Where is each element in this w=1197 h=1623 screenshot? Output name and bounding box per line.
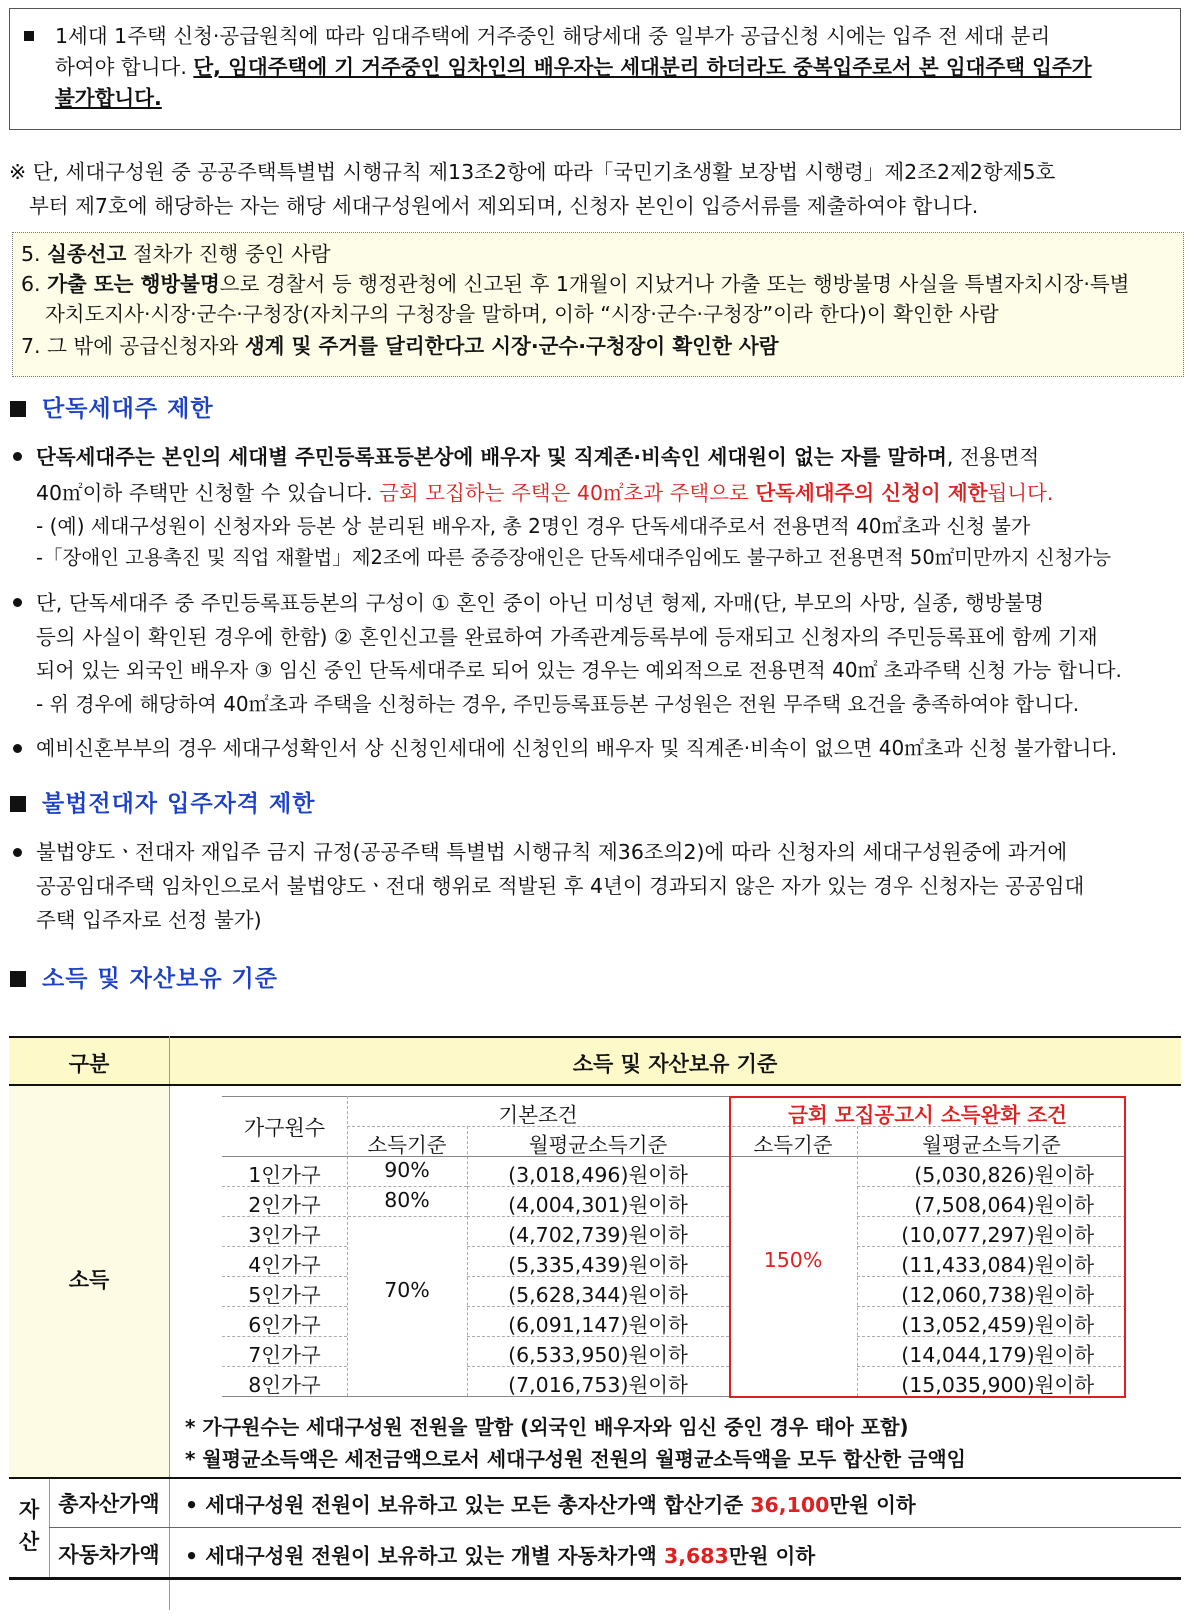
asset-label-2: 산: [18, 1530, 40, 1554]
header-relaxed-income-std: 소득기준: [753, 1133, 833, 1157]
exceptions-box: [12, 232, 1184, 377]
square-bullet-icon: [24, 31, 34, 41]
relaxed-monthly-7: (14,044,179)원이하: [901, 1343, 1094, 1367]
household-size-3: 3인가구: [248, 1223, 321, 1247]
pct-3-8: 70%: [384, 1278, 430, 1302]
sec2-line-3: 주택 입주자로 선정 불가): [36, 908, 262, 932]
notice-line-2-bold: 단, 임대주택에 기 거주중인 임차인의 배우자는 세대분리 하더라도 중복입주로서 본 임대주택 입주가: [193, 55, 1092, 79]
section-heading-single-householder: [10, 390, 214, 423]
sec1-example: - (예) 세대구성원이 신청자와 등본 상 분리된 배우자, 총 2명인 경우 단독세대주로서 전용면적 40㎡초과 신청 불가: [36, 514, 1031, 538]
household-size-7: 7인가구: [248, 1343, 321, 1367]
notice-text: [55, 21, 1170, 114]
square-bullet-icon: [10, 971, 26, 987]
exception-item-6: 6. 가출 또는 행방불명으로 경찰서 등 행정관청에 신고된 후 1개월이 지났거나 가출 또는 행방불명 사실을 특별자치시장·특별: [21, 272, 1130, 296]
relaxed-pct: 150%: [763, 1248, 823, 1272]
header-income-std: 소득기준: [367, 1133, 447, 1157]
relaxed-monthly-6: (13,052,459)원이하: [901, 1313, 1094, 1337]
basic-monthly-3: (4,702,739)원이하: [508, 1223, 688, 1247]
car-value-criteria: • 세대구성원 전원이 보유하고 있는 개별 자동차가액 3,683만원 이하: [185, 1544, 816, 1568]
basic-monthly-2: (4,004,301)원이하: [508, 1193, 688, 1217]
bullet-icon: [13, 744, 22, 753]
bullet-icon: [13, 598, 22, 607]
exception-item-6-line-2: 자치도지사·시장·군수·구청장(자치구의 구청장을 말하며, 이하 “시장·군수·구청장”이라 한다)이 확인한 사람: [45, 302, 999, 326]
header-relaxed-monthly-std: 월평균소득기준: [922, 1133, 1061, 1157]
asset-label-1: 자: [18, 1498, 40, 1522]
bullet-icon: [13, 848, 22, 857]
basic-monthly-4: (5,335,439)원이하: [508, 1253, 688, 1277]
exception-item-7: 7. 그 밖에 공급신청자와 생계 및 주거를 달리한다고 시장·군수·구청장이 확인한 사람: [21, 334, 779, 358]
relaxed-monthly-1: (5,030,826)원이하: [914, 1163, 1094, 1187]
household-size-5: 5인가구: [248, 1283, 321, 1307]
bullet-icon: [13, 452, 22, 461]
pct-2: 80%: [384, 1188, 430, 1212]
note-line-2: 부터 제7호에 해당하는 자는 해당 세대구성원에서 제외되며, 신청자 본인이 입증서류를 제출하여야 합니다.: [29, 194, 979, 218]
sec1-p2-note: - 위 경우에 해당하여 40㎡초과 주택을 신청하는 경우, 주민등록표등본 구성원은 전원 무주택 요건을 충족하여야 합니다.: [36, 692, 1080, 716]
basic-monthly-8: (7,016,753)원이하: [508, 1373, 688, 1397]
sec1-disabled-exception: -「장애인 고용촉진 및 직업 재활법」제2조에 따른 중증장애인은 단독세대주임에도 불구하고 전용면적 50㎡미만까지 신청가능: [36, 546, 1112, 569]
section-heading-income-assets: [10, 960, 278, 993]
notice-line-2: 하여야 합니다.: [55, 55, 194, 79]
relaxed-monthly-5: (12,060,738)원이하: [901, 1283, 1094, 1307]
household-size-8: 8인가구: [248, 1373, 321, 1397]
household-size-4: 4인가구: [248, 1253, 321, 1277]
relaxed-monthly-4: (11,433,084)원이하: [901, 1253, 1094, 1277]
household-size-6: 6인가구: [248, 1313, 321, 1337]
income-label: 소득: [68, 1268, 110, 1292]
col-header-category: 구분: [68, 1052, 110, 1076]
relaxed-monthly-3: (10,077,297)원이하: [901, 1223, 1094, 1247]
note-line-1: ※ 단, 세대구성원 중 공공주택특별법 시행규칙 제13조2항에 따라「국민기초생활 보장법 시행령」제2조2제2항제5호: [9, 160, 1056, 184]
household-size-2: 2인가구: [248, 1193, 321, 1217]
household-size-1: 1인가구: [248, 1163, 321, 1187]
sec1-p3: 예비신혼부부의 경우 세대구성확인서 상 신청인세대에 신청인의 배우자 및 직계존·비속이 없으면 40㎡초과 신청 불가합니다.: [36, 736, 1118, 760]
section-title: 소득 및 자산보유 기준: [42, 966, 278, 992]
header-household-size: 가구원수: [243, 1116, 326, 1140]
sec1-p2-line-3: 되어 있는 외국인 배우자 ③ 임신 중인 단독세대주로 되어 있는 경우는 예외적으로 전용면적 40㎡ 초과주택 신청 가능 합니다.: [36, 658, 1122, 682]
relaxed-monthly-2: (7,508,064)원이하: [914, 1193, 1094, 1217]
sec2-line-2: 공공임대주택 임차인으로서 불법양도ㆍ전대 행위로 적발된 후 4년이 경과되지 않은 자가 있는 경우 신청자는 공공임대: [36, 874, 1085, 898]
total-asset-label: 총자산가액: [58, 1492, 160, 1516]
section-title: 단독세대주 제한: [42, 396, 214, 422]
car-value-label: 자동차가액: [58, 1543, 160, 1567]
basic-monthly-6: (6,091,147)원이하: [508, 1313, 688, 1337]
sec2-line-1: 불법양도ㆍ전대자 재입주 금지 규정(공공주택 특별법 시행규칙 제36조의2)에 따라 신청자의 세대구성원중에 과거에: [36, 840, 1068, 864]
sec1-p1-line-2: 40㎡이하 주택만 신청할 수 있습니다. 금회 모집하는 주택은 40㎡초과 주택으로 단독세대주의 신청이 제한됩니다.: [36, 481, 1054, 505]
sec1-p2-line-2: 등의 사실이 확인된 경우에 한함) ② 혼인신고를 완료하여 가족관계등록부에 등재되고 신청자의 주민등록표에 함께 기재: [36, 625, 1098, 649]
square-bullet-icon: [10, 401, 26, 417]
income-table: [222, 1096, 1126, 1408]
total-asset-criteria: • 세대구성원 전원이 보유하고 있는 모든 총자산가액 합산기준 36,100만원 이하: [185, 1493, 916, 1517]
square-bullet-icon: [10, 796, 26, 812]
sec1-p2-line-1: 단, 단독세대주 중 주민등록표등본의 구성이 ① 혼인 중이 아닌 미성년 형제, 자매(단, 부모의 사망, 실종, 행방불명: [36, 591, 1045, 615]
exclusion-note: [9, 155, 1184, 223]
exception-item-5: 5. 실종선고 절차가 진행 중인 사람: [21, 242, 331, 266]
footnote-monthly-income: * 월평균소득액은 세전금액으로서 세대구성원 전원의 월평균소득액을 모두 합산한 금액임: [185, 1447, 967, 1471]
header-monthly-std: 월평균소득기준: [528, 1133, 668, 1157]
section-title: 불법전대자 입주자격 제한: [42, 791, 316, 817]
pct-1: 90%: [384, 1158, 430, 1182]
col-header-standard: 소득 및 자산보유 기준: [572, 1052, 778, 1076]
notice-line-3-bold: 불가합니다.: [55, 86, 162, 110]
header-basic-condition: 기본조건: [498, 1103, 578, 1127]
sec1-p1-line-1: 단독세대주는 본인의 세대별 주민등록표등본상에 배우자 및 직계존·비속인 세대원이 없는 자를 말하며, 전용면적: [36, 445, 1040, 469]
relaxed-monthly-8: (15,035,900)원이하: [901, 1373, 1094, 1397]
section-heading-illegal-sublease: [10, 785, 315, 818]
header-relaxed-condition: 금회 모집공고시 소득완화 조건: [788, 1103, 1067, 1127]
basic-monthly-7: (6,533,950)원이하: [508, 1343, 688, 1367]
basic-monthly-5: (5,628,344)원이하: [508, 1283, 688, 1307]
footnote-household: * 가구원수는 세대구성원 전원을 말함 (외국인 배우자와 임신 중인 경우 태아 포함): [185, 1415, 909, 1439]
notice-box: [9, 8, 1181, 130]
basic-monthly-1: (3,018,496)원이하: [508, 1163, 688, 1187]
notice-line-1: 1세대 1주택 신청·공급원칙에 따라 임대주택에 거주중인 해당세대 중 일부가 공급신청 시에는 입주 전 세대 분리: [55, 24, 1051, 48]
